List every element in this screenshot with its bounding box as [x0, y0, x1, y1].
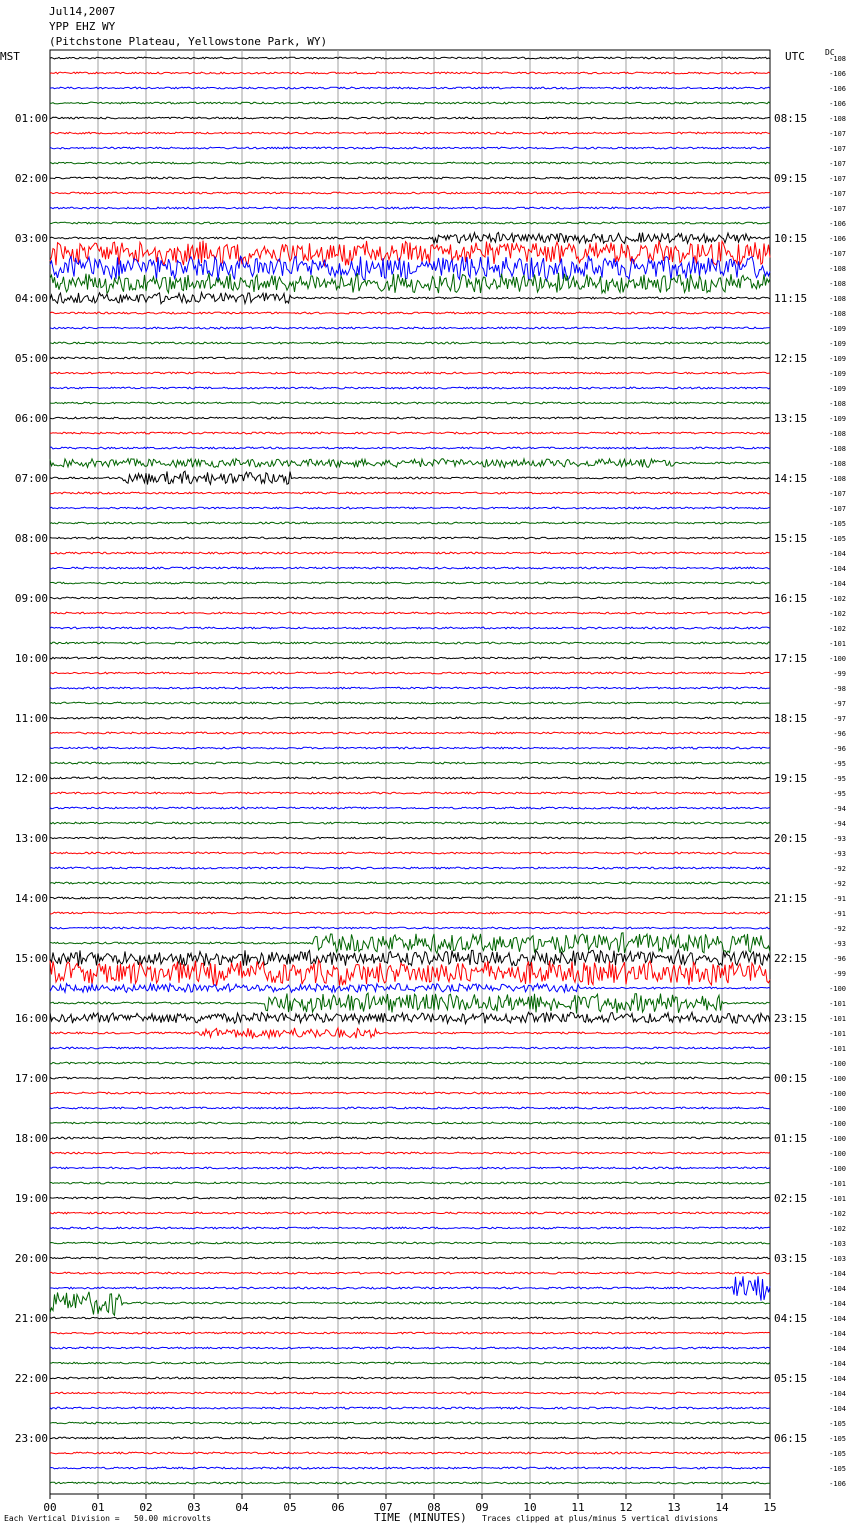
x-tick-label: 04 — [235, 1501, 249, 1514]
dc-offset-label: -102 — [829, 595, 846, 603]
dc-label: DC — [825, 48, 835, 57]
dc-offset-label: -94 — [833, 805, 846, 813]
dc-offset-label: -105 — [829, 1420, 846, 1428]
left-hour-label: 05:00 — [14, 352, 48, 365]
trace-line — [50, 1332, 770, 1334]
dc-offset-label: -101 — [829, 1180, 846, 1188]
dc-offset-label: -109 — [829, 340, 846, 348]
trace-line — [50, 222, 770, 224]
dc-offset-label: -96 — [833, 955, 846, 963]
dc-offset-label: -109 — [829, 385, 846, 393]
right-hour-label: 01:15 — [774, 1132, 808, 1145]
trace-line — [50, 1292, 770, 1316]
left-hour-label: 15:00 — [14, 952, 48, 965]
left-hour-label: 18:00 — [14, 1132, 48, 1145]
trace-line — [50, 1422, 770, 1424]
trace-line — [50, 492, 770, 494]
right-hour-label: 20:15 — [774, 832, 808, 845]
x-tick-label: 03 — [187, 1501, 201, 1514]
trace-line — [50, 357, 770, 359]
trace-line — [50, 522, 770, 524]
dc-offset-label: -100 — [829, 1090, 846, 1098]
trace-line — [50, 1272, 770, 1274]
left-hour-label: 17:00 — [14, 1072, 48, 1085]
trace-line — [50, 72, 770, 74]
trace-line — [50, 432, 770, 434]
dc-offset-label: -101 — [829, 1030, 846, 1038]
dc-offset-label: -95 — [833, 775, 846, 783]
left-hour-label: 09:00 — [14, 592, 48, 605]
trace-line — [50, 1317, 770, 1319]
trace-line — [50, 87, 770, 89]
dc-offset-label: -109 — [829, 325, 846, 333]
right-hour-label: 19:15 — [774, 772, 808, 785]
trace-line — [50, 342, 770, 344]
dc-offset-label: -108 — [829, 475, 846, 483]
dc-offset-label: -106 — [829, 70, 846, 78]
dc-offset-label: -107 — [829, 145, 846, 153]
trace-line — [50, 162, 770, 164]
dc-offset-label: -102 — [829, 1210, 846, 1218]
trace-line — [50, 117, 770, 119]
dc-offset-label: -103 — [829, 1255, 846, 1263]
x-tick-label: 00 — [43, 1501, 57, 1514]
trace-line — [50, 747, 770, 749]
location-label: (Pitchstone Plateau, Yellowstone Park, WY) — [49, 35, 328, 48]
trace-line — [50, 417, 770, 419]
trace-line — [50, 837, 770, 839]
x-tick-label: 06 — [331, 1501, 345, 1514]
trace-line — [50, 507, 770, 509]
dc-offset-label: -101 — [829, 1195, 846, 1203]
dc-offset-label: -104 — [829, 580, 846, 588]
dc-offset-label: -103 — [829, 1240, 846, 1248]
dc-offset-label: -99 — [833, 970, 846, 978]
trace-line — [50, 1107, 770, 1109]
trace-line — [50, 273, 770, 294]
trace-line — [50, 102, 770, 104]
dc-offset-label: -108 — [829, 400, 846, 408]
right-hour-label: 05:15 — [774, 1372, 808, 1385]
left-hour-label: 13:00 — [14, 832, 48, 845]
trace-line — [50, 207, 770, 209]
left-hour-label: 08:00 — [14, 532, 48, 545]
dc-offset-label: -97 — [833, 700, 846, 708]
dc-offset-label: -106 — [829, 85, 846, 93]
dc-offset-label: -104 — [829, 1270, 846, 1278]
x-tick-label: 14 — [715, 1501, 729, 1514]
dc-offset-label: -107 — [829, 160, 846, 168]
dc-offset-label: -105 — [829, 520, 846, 528]
dc-offset-label: -104 — [829, 1300, 846, 1308]
dc-offset-label: -104 — [829, 1360, 846, 1368]
trace-line — [50, 132, 770, 134]
trace-line — [50, 312, 770, 314]
dc-offset-label: -108 — [829, 280, 846, 288]
left-hour-label: 07:00 — [14, 472, 48, 485]
dc-offset-label: -104 — [829, 1285, 846, 1293]
trace-line — [50, 447, 770, 449]
dc-offset-label: -104 — [829, 550, 846, 558]
dc-offset-label: -100 — [829, 1060, 846, 1068]
dc-offset-label: -99 — [833, 670, 846, 678]
dc-offset-label: -107 — [829, 205, 846, 213]
left-hour-label: 06:00 — [14, 412, 48, 425]
right-hour-label: 04:15 — [774, 1312, 808, 1325]
trace-line — [50, 459, 770, 468]
dc-offset-label: -91 — [833, 895, 846, 903]
right-hour-label: 12:15 — [774, 352, 808, 365]
dc-offset-label: -101 — [829, 640, 846, 648]
dc-offset-label: -92 — [833, 880, 846, 888]
dc-offset-label: -108 — [829, 460, 846, 468]
trace-line — [50, 1227, 770, 1229]
dc-offset-label: -98 — [833, 685, 846, 693]
left-hour-label: 11:00 — [14, 712, 48, 725]
trace-line — [50, 762, 770, 764]
dc-offset-label: -92 — [833, 925, 846, 933]
trace-line — [50, 582, 770, 584]
trace-line — [50, 1122, 770, 1124]
left-hour-label: 23:00 — [14, 1432, 48, 1445]
dc-offset-label: -108 — [829, 430, 846, 438]
dc-offset-label: -109 — [829, 355, 846, 363]
trace-line — [50, 822, 770, 824]
left-hour-label: 12:00 — [14, 772, 48, 785]
dc-offset-label: -96 — [833, 730, 846, 738]
clip-note: Traces clipped at plus/minus 5 vertical divisions — [482, 1514, 719, 1523]
trace-line — [50, 1242, 770, 1244]
left-hour-label: 03:00 — [14, 232, 48, 245]
x-tick-label: 01 — [91, 1501, 105, 1514]
right-hour-label: 08:15 — [774, 112, 808, 125]
dc-offset-label: -107 — [829, 250, 846, 258]
dc-offset-label: -101 — [829, 1000, 846, 1008]
dc-offset-label: -100 — [829, 1075, 846, 1083]
left-hour-label: 19:00 — [14, 1192, 48, 1205]
dc-offset-label: -108 — [829, 55, 846, 63]
dc-offset-label: -102 — [829, 1225, 846, 1233]
trace-line — [50, 732, 770, 734]
dc-offset-label: -107 — [829, 190, 846, 198]
trace-line — [50, 537, 770, 539]
dc-offset-label: -93 — [833, 940, 846, 948]
trace-line — [50, 717, 770, 719]
trace-line — [50, 927, 770, 929]
trace-line — [50, 1347, 770, 1349]
left-hour-label: 10:00 — [14, 652, 48, 665]
dc-offset-label: -108 — [829, 445, 846, 453]
trace-line — [50, 1452, 770, 1454]
trace-line — [50, 702, 770, 704]
trace-line — [50, 612, 770, 614]
dc-offset-label: -93 — [833, 835, 846, 843]
trace-line — [50, 912, 770, 914]
trace-line — [50, 292, 770, 303]
dc-offset-label: -102 — [829, 625, 846, 633]
x-tick-label: 08 — [427, 1501, 441, 1514]
trace-line — [50, 1167, 770, 1169]
dc-offset-label: -97 — [833, 715, 846, 723]
trace-line — [50, 933, 770, 954]
right-hour-label: 17:15 — [774, 652, 808, 665]
dc-offset-label: -108 — [829, 265, 846, 273]
trace-line — [50, 867, 770, 869]
right-timezone-label: UTC — [785, 50, 805, 63]
date-label: Jul14,2007 — [49, 5, 116, 18]
trace-line — [50, 1377, 770, 1379]
trace-line — [50, 147, 770, 149]
dc-offset-label: -106 — [829, 1480, 846, 1488]
dc-offset-label: -108 — [829, 310, 846, 318]
trace-line — [50, 1197, 770, 1199]
left-hour-label: 02:00 — [14, 172, 48, 185]
dc-offset-label: -109 — [829, 370, 846, 378]
dc-offset-label: -105 — [829, 1450, 846, 1458]
dc-offset-label: -107 — [829, 130, 846, 138]
dc-offset-label: -108 — [829, 115, 846, 123]
trace-line — [50, 1062, 770, 1064]
plot-frame — [50, 50, 770, 1494]
dc-offset-label: -95 — [833, 760, 846, 768]
trace-line — [50, 807, 770, 809]
dc-offset-label: -105 — [829, 1465, 846, 1473]
right-hour-label: 22:15 — [774, 952, 808, 965]
x-tick-label: 12 — [619, 1501, 633, 1514]
dc-offset-label: -102 — [829, 610, 846, 618]
right-hour-label: 10:15 — [774, 232, 808, 245]
trace-line — [50, 552, 770, 554]
trace-line — [50, 57, 770, 59]
trace-line — [50, 1407, 770, 1409]
dc-offset-label: -105 — [829, 535, 846, 543]
trace-line — [50, 852, 770, 854]
dc-offset-label: -93 — [833, 850, 846, 858]
x-tick-label: 11 — [571, 1501, 585, 1514]
dc-offset-label: -100 — [829, 1120, 846, 1128]
dc-offset-label: -100 — [829, 1150, 846, 1158]
left-hour-label: 14:00 — [14, 892, 48, 905]
dc-offset-label: -108 — [829, 295, 846, 303]
dc-offset-label: -94 — [833, 820, 846, 828]
right-hour-label: 13:15 — [774, 412, 808, 425]
dc-offset-label: -104 — [829, 1375, 846, 1383]
trace-line — [50, 192, 770, 194]
right-hour-label: 02:15 — [774, 1192, 808, 1205]
dc-offset-label: -91 — [833, 910, 846, 918]
right-hour-label: 11:15 — [774, 292, 808, 305]
left-hour-label: 20:00 — [14, 1252, 48, 1265]
dc-offset-label: -105 — [829, 1435, 846, 1443]
trace-line — [50, 993, 770, 1013]
trace-line — [50, 1482, 770, 1484]
right-hour-label: 00:15 — [774, 1072, 808, 1085]
trace-line — [50, 327, 770, 329]
left-hour-label: 22:00 — [14, 1372, 48, 1385]
dc-offset-label: -100 — [829, 1105, 846, 1113]
trace-line — [50, 1028, 770, 1039]
trace-line — [50, 1437, 770, 1439]
dc-offset-label: -104 — [829, 1315, 846, 1323]
x-tick-label: 05 — [283, 1501, 297, 1514]
trace-line — [50, 1212, 770, 1214]
scale-note: Each Vertical Division = 50.00 microvolts — [4, 1514, 212, 1523]
dc-offset-label: -109 — [829, 415, 846, 423]
trace-line — [50, 597, 770, 599]
x-axis-label: TIME (MINUTES) — [374, 1511, 467, 1524]
trace-line — [50, 1137, 770, 1139]
trace-line — [50, 1077, 770, 1079]
trace-line — [50, 1276, 770, 1300]
right-hour-label: 15:15 — [774, 532, 808, 545]
right-hour-label: 18:15 — [774, 712, 808, 725]
trace-line — [50, 1467, 770, 1469]
trace-line — [50, 1047, 770, 1049]
trace-line — [50, 1012, 770, 1023]
dc-offset-label: -100 — [829, 1135, 846, 1143]
dc-offset-label: -104 — [829, 1390, 846, 1398]
x-tick-label: 13 — [667, 1501, 681, 1514]
dc-offset-label: -107 — [829, 505, 846, 513]
dc-offset-label: -96 — [833, 745, 846, 753]
dc-offset-label: -95 — [833, 790, 846, 798]
dc-offset-label: -106 — [829, 220, 846, 228]
dc-offset-label: -106 — [829, 235, 846, 243]
left-hour-label: 16:00 — [14, 1012, 48, 1025]
x-tick-label: 10 — [523, 1501, 537, 1514]
trace-line — [50, 1257, 770, 1259]
trace-line — [50, 642, 770, 644]
dc-offset-label: -104 — [829, 1405, 846, 1413]
trace-line — [50, 372, 770, 374]
right-hour-label: 03:15 — [774, 1252, 808, 1265]
trace-line — [50, 657, 770, 659]
trace-line — [50, 1092, 770, 1094]
trace-line — [50, 777, 770, 779]
dc-offset-label: -101 — [829, 1015, 846, 1023]
dc-offset-label: -100 — [829, 655, 846, 663]
trace-line — [50, 387, 770, 389]
trace-line — [50, 950, 770, 966]
x-tick-label: 09 — [475, 1501, 489, 1514]
right-hour-label: 23:15 — [774, 1012, 808, 1025]
dc-offset-label: -100 — [829, 985, 846, 993]
left-hour-label: 04:00 — [14, 292, 48, 305]
trace-line — [50, 402, 770, 404]
trace-line — [50, 1182, 770, 1184]
trace-line — [50, 882, 770, 884]
trace-line — [50, 232, 770, 243]
trace-line — [50, 984, 770, 993]
left-timezone-label: MST — [0, 50, 20, 63]
right-hour-label: 14:15 — [774, 472, 808, 485]
dc-offset-label: -104 — [829, 1330, 846, 1338]
dc-offset-label: -92 — [833, 865, 846, 873]
left-hour-label: 01:00 — [14, 112, 48, 125]
dc-offset-label: -107 — [829, 490, 846, 498]
trace-line — [50, 1362, 770, 1364]
dc-offset-label: -101 — [829, 1045, 846, 1053]
dc-offset-label: -107 — [829, 175, 846, 183]
trace-line — [50, 177, 770, 179]
dc-offset-label: -104 — [829, 1345, 846, 1353]
x-tick-label: 02 — [139, 1501, 153, 1514]
dc-offset-label: -100 — [829, 1165, 846, 1173]
right-hour-label: 06:15 — [774, 1432, 808, 1445]
trace-line — [50, 792, 770, 794]
trace-line — [50, 897, 770, 899]
right-hour-label: 16:15 — [774, 592, 808, 605]
trace-line — [50, 1152, 770, 1154]
trace-line — [50, 471, 770, 484]
station-label: YPP EHZ WY — [49, 20, 116, 33]
trace-line — [50, 627, 770, 629]
left-hour-label: 21:00 — [14, 1312, 48, 1325]
right-hour-label: 09:15 — [774, 172, 808, 185]
trace-line — [50, 567, 770, 569]
dc-offset-label: -106 — [829, 100, 846, 108]
trace-line — [50, 1392, 770, 1394]
dc-offset-label: -104 — [829, 565, 846, 573]
right-hour-label: 21:15 — [774, 892, 808, 905]
trace-line — [50, 256, 770, 281]
trace-line — [50, 687, 770, 689]
x-tick-label: 15 — [763, 1501, 777, 1514]
trace-line — [50, 672, 770, 674]
x-tick-label: 07 — [379, 1501, 393, 1514]
